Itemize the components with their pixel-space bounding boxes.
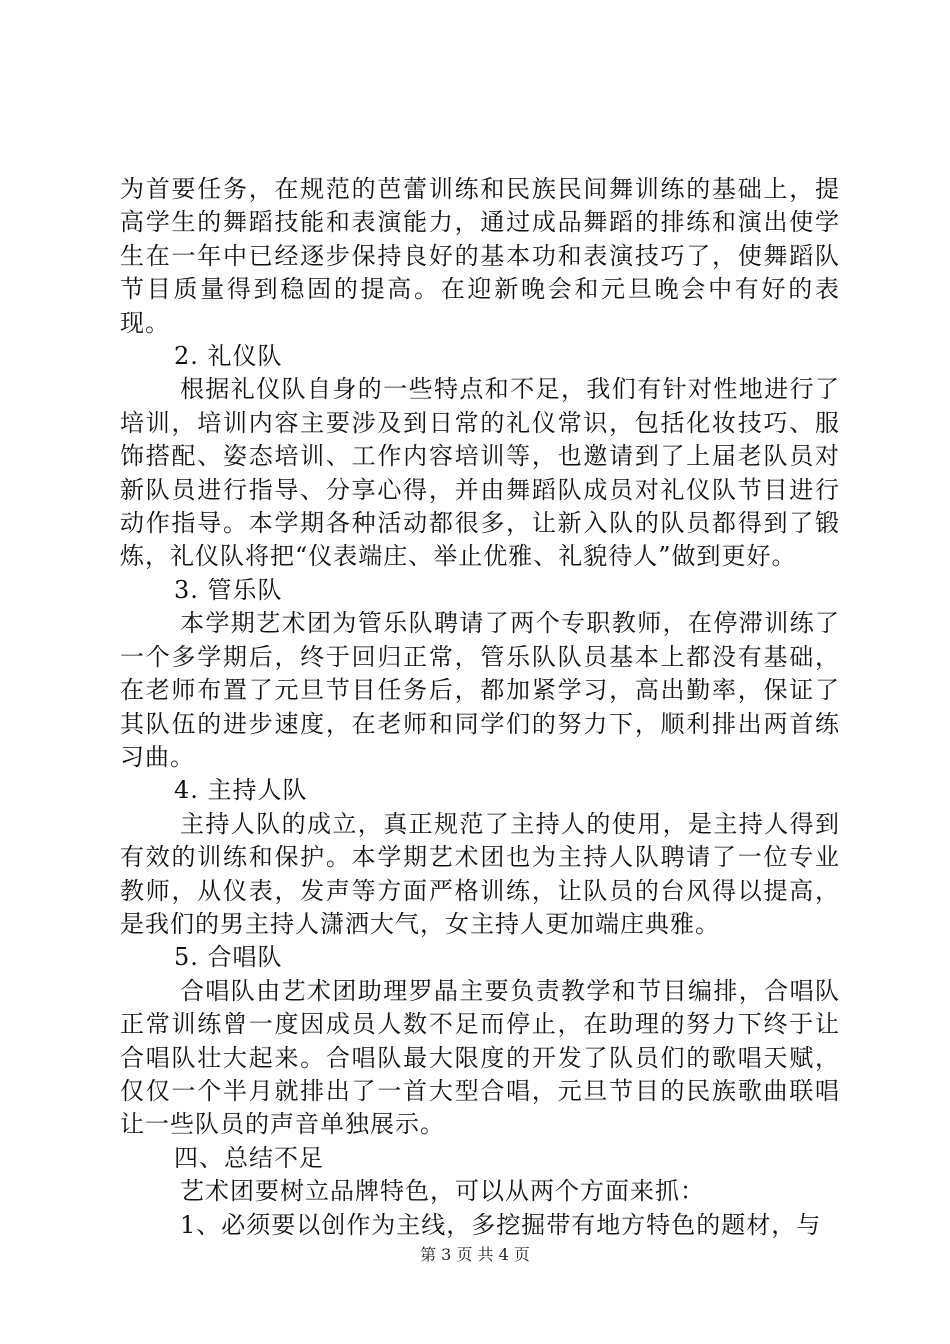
heading-band: 3. 管乐队 <box>174 575 283 604</box>
paragraph-brand-intro: 艺术团要树立品牌特色，可以从两个方面来抓： <box>180 1177 705 1206</box>
document-body <box>120 173 840 1242</box>
paragraph-choir: 合唱队由艺术团助理罗晶主要负责教学和节目编排，合唱队正常训练曾一度因成员人数不足而停止，在助理的努力下终于让合唱队壮大起来。合唱队最大限度的开发了队员们的歌唱天赋，仅仅一个半月就排出了一首大型合唱，元旦节目的民族歌曲联唱让一些队员的声音单独展示。 <box>120 976 840 1139</box>
paragraph-host-team: 主持人队的成立，真正规范了主持人的使用，是主持人得到有效的训练和保护。本学期艺术团也为主持人队聘请了一位专业教师，从仪表，发声等方面严格训练，让队员的台风得以提高，是我们的男主持人潇洒大气，女主持人更加端庄典雅。 <box>120 809 840 938</box>
heading-summary-shortcomings: 四、总结不足 <box>174 1143 324 1172</box>
heading-host-team: 4. 主持人队 <box>174 776 308 805</box>
paragraph-etiquette-team: 根据礼仪队自身的一些特点和不足，我们有针对性地进行了培训，培训内容主要涉及到日常的礼仪常识，包括化妆技巧、服饰搭配、姿态培训、工作内容培训等，也邀请到了上届老队员对新队员进行指导、分享心得，并由舞蹈队成员对礼仪队节目进行动作指导。本学期各种活动都很多，让新入队的队员都得到了锻炼，礼仪队将把“仪表端庄、举止优雅、礼貌待人”做到更好。 <box>120 375 840 571</box>
page-number-footer: 第 3 页 共 4 页 <box>420 1245 530 1264</box>
heading-etiquette-team: 2. 礼仪队 <box>174 342 283 371</box>
paragraph-point-one: 1、必须要以创作为主线，多挖掘带有地方特色的题材，与 <box>180 1210 822 1239</box>
paragraph-band: 本学期艺术团为管乐队聘请了两个专职教师，在停滞训练了一个多学期后，终于回归正常，管乐队队员基本上都没有基础，在老师布置了元旦节目任务后，都加紧学习，高出勤率，保证了其队伍的进步速度，在老师和同学们的努力下，顺利排出两首练习曲。 <box>120 609 840 771</box>
heading-choir: 5. 合唱队 <box>174 943 283 972</box>
paragraph-dance-team-continued: 为首要任务，在规范的芭蕾训练和民族民间舞训练的基础上，提高学生的舞蹈技能和表演能力，通过成品舞蹈的排练和演出使学生在一年中已经逐步保持良好的基本功和表演技巧了，使舞蹈队节目质量得到稳固的提高。在迎新晚会和元旦晚会中有好的表现。 <box>120 175 840 337</box>
